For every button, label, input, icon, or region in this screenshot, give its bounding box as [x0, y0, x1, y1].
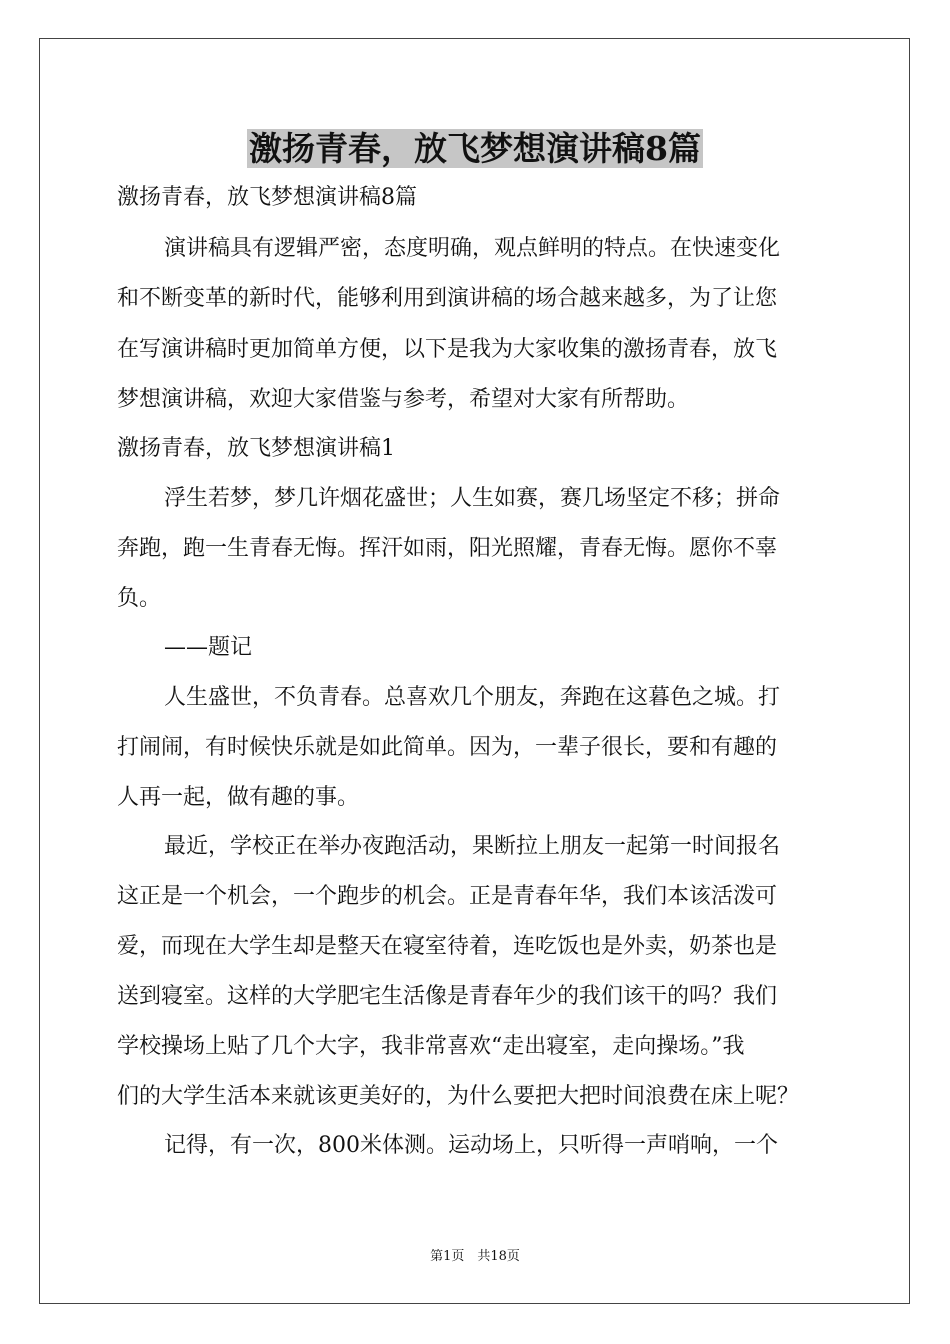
page-border — [39, 38, 910, 1304]
paragraph-line: 人生盛世，不负青春。总喜欢几个朋友，奔跑在这暮色之城。打 — [164, 685, 781, 710]
subtitle-line: 激扬青春，放飞梦想演讲稿8篇 — [117, 185, 417, 210]
paragraph-line: 记得，有一次，800米体测。运动场上，只听得一声哨响，一个 — [164, 1133, 778, 1158]
paragraph-line: 演讲稿具有逻辑严密，态度明确，观点鲜明的特点。在快速变化 — [164, 236, 781, 261]
page-footer — [0, 1248, 950, 1266]
paragraph-line: 最近，学校正在举办夜跑活动，果断拉上朋友一起第一时间报名 — [164, 834, 781, 859]
paragraph-line: 这正是一个机会，一个跑步的机会。正是青春年华，我们本该活泼可 — [117, 884, 778, 909]
paragraph-line: 人再一起，做有趣的事。 — [117, 785, 360, 810]
page-number: 第1页 共18页 — [430, 1249, 520, 1264]
paragraph-line: 送到寝室。这样的大学肥宅生活像是青春年少的我们该干的吗？我们 — [117, 984, 778, 1009]
paragraph-line: 奔跑，跑一生青春无悔。挥汗如雨，阳光照耀，青春无悔。愿你不辜 — [117, 536, 778, 561]
document-title — [0, 126, 950, 172]
paragraph-line: 学校操场上贴了几个大字，我非常喜欢“走出寝室，走向操场。”我 — [117, 1034, 745, 1059]
section-heading: 激扬青春，放飞梦想演讲稿1 — [117, 436, 395, 461]
paragraph-line: 在写演讲稿时更加简单方便，以下是我为大家收集的激扬青春，放飞 — [117, 337, 778, 362]
paragraph-line: 打闹闹，有时候快乐就是如此简单。因为，一辈子很长，要和有趣的 — [117, 735, 778, 760]
paragraph-line: 负。 — [117, 586, 162, 611]
document-title-text: 激扬青春，放飞梦想演讲稿8篇 — [249, 129, 701, 168]
epigraph-attribution: ——题记 — [164, 635, 253, 660]
paragraph-line: 和不断变革的新时代，能够利用到演讲稿的场合越来越多，为了让您 — [117, 286, 778, 311]
paragraph-line: 爱，而现在大学生却是整天在寝室待着，连吃饭也是外卖，奶茶也是 — [117, 934, 778, 959]
paragraph-line: 梦想演讲稿，欢迎大家借鉴与参考，希望对大家有所帮助。 — [117, 387, 690, 412]
paragraph-line: 浮生若梦，梦几许烟花盛世；人生如赛，赛几场坚定不移；拼命 — [164, 486, 781, 511]
paragraph-line: 们的大学生活本来就该更美好的，为什么要把大把时间浪费在床上呢？ — [117, 1084, 800, 1109]
